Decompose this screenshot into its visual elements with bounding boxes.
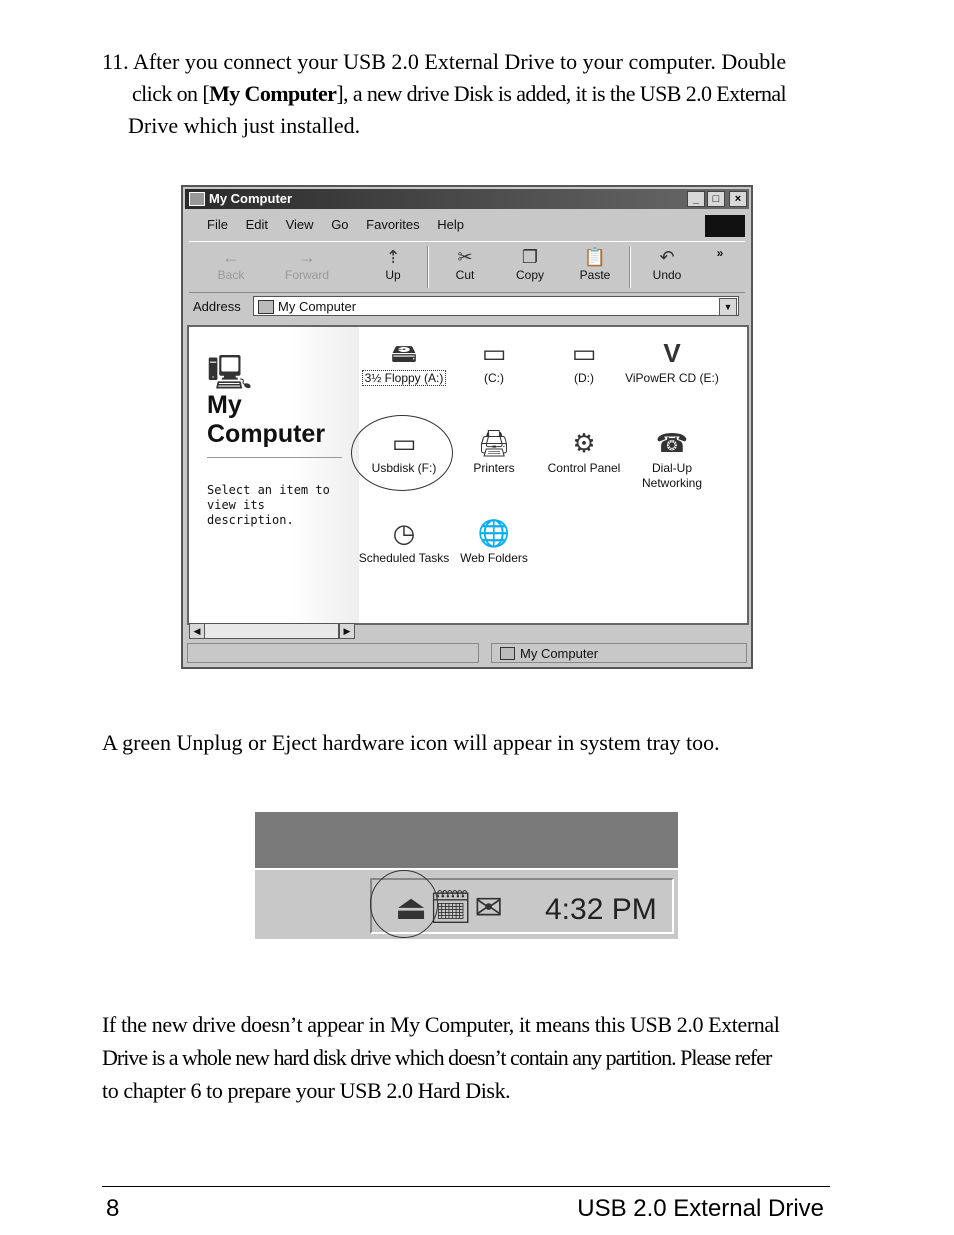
paste-button[interactable] — [567, 246, 623, 282]
undo-button[interactable] — [639, 246, 695, 282]
footer-title: USB 2.0 External Drive — [577, 1195, 824, 1222]
item-label: 3½ Floppy (A:) — [362, 370, 447, 386]
back-label: Back — [217, 268, 245, 282]
computer-icon: 🖳 — [207, 354, 253, 392]
control-panel-folder-icon: ⚙ — [572, 428, 596, 458]
tray-paragraph: A green Unplug or Eject hardware icon will appear in system tray too. — [102, 730, 720, 755]
step-line-2 — [102, 78, 842, 110]
item-label: Scheduled Tasks — [358, 551, 450, 565]
clipboard-icon: 📋 — [583, 247, 607, 267]
printer-folder-icon: 🖨 — [477, 428, 511, 458]
scroll-left-icon[interactable]: ◀ — [189, 623, 205, 639]
minimize-button[interactable]: _ — [687, 191, 705, 207]
scheduled-tasks-folder-icon: ◷ — [392, 518, 416, 548]
address-field[interactable] — [253, 296, 739, 316]
page-number: 8 — [106, 1195, 120, 1222]
back-arrow-icon: ← — [222, 247, 240, 267]
floppy-drive-icon: 🖴 — [390, 338, 418, 368]
hard-drive-icon: ▭ — [481, 338, 507, 368]
dropdown-arrow-icon[interactable]: ▼ — [719, 298, 737, 316]
maximize-button[interactable]: □ — [707, 191, 725, 207]
drive-item-d[interactable] — [537, 335, 631, 386]
item-label: Printers — [473, 461, 515, 475]
forward-button[interactable] — [279, 246, 335, 282]
drive-item-c[interactable] — [447, 335, 541, 386]
folder-view — [187, 325, 749, 625]
panel-title: My Computer — [207, 391, 326, 448]
system-tray-screenshot — [255, 812, 678, 939]
status-text: My Computer — [520, 646, 599, 661]
up-label: Up — [385, 268, 401, 282]
folder-item-scheduled-tasks[interactable] — [357, 515, 451, 566]
scissors-icon: ✂ — [457, 247, 473, 267]
computer-icon — [258, 300, 274, 314]
toolbar-separator — [629, 246, 631, 288]
step-line-1: 11. After you connect your USB 2.0 External Drive to your computer. Double — [102, 49, 787, 74]
step-line-3: Drive which just installed. — [128, 113, 361, 138]
step-line-2-pre: click on [ — [132, 81, 210, 106]
highlight-circle — [351, 415, 453, 491]
more-tools-chevron-icon[interactable]: » — [716, 246, 724, 260]
forward-arrow-icon: → — [298, 247, 316, 267]
copy-label: Copy — [515, 268, 544, 282]
undo-label: Undo — [652, 268, 682, 282]
up-folder-icon: ⇡ — [385, 247, 401, 267]
item-label: Control Panel — [547, 461, 621, 475]
copy-icon: ❐ — [521, 247, 539, 267]
horizontal-scrollbar[interactable] — [189, 623, 359, 639]
forward-label: Forward — [284, 268, 329, 282]
item-label: Usbdisk (F:) — [371, 461, 437, 475]
computer-icon — [500, 647, 515, 660]
highlight-circle — [370, 870, 438, 938]
cut-label: Cut — [455, 268, 475, 282]
scrollbar-track[interactable] — [189, 623, 339, 639]
cd-drive-logo-icon: V — [663, 338, 681, 368]
item-label: (C:) — [484, 371, 504, 385]
menu-bar — [187, 215, 747, 235]
my-computer-window — [181, 185, 753, 669]
step-paragraph — [102, 46, 842, 142]
toolbar — [189, 241, 745, 293]
window-controls — [687, 191, 747, 207]
panel-description: Select an item to view its description. — [207, 483, 330, 527]
item-label: Web Folders — [460, 551, 528, 565]
hard-drive-icon: ▭ — [571, 338, 597, 368]
tray-icons-unplug-eject-icon[interactable]: ⏏🗓✉ — [395, 889, 505, 927]
folder-item-printers[interactable] — [447, 425, 541, 476]
scroll-right-icon[interactable]: ▶ — [339, 623, 355, 639]
note-line-1: If the new drive doesn’t appear in My Computer, it means this USB 2.0 External — [102, 1012, 780, 1037]
note-line-2: Drive is a whole new hard disk drive which doesn’t contain any partition. Please refer — [102, 1045, 772, 1070]
note-paragraph — [102, 1008, 842, 1107]
item-label: ViPowER CD (E:) — [625, 371, 719, 385]
address-label: Address — [193, 299, 241, 314]
drive-item-cd[interactable] — [625, 335, 719, 386]
close-button[interactable]: × — [729, 191, 747, 207]
folder-item-control-panel[interactable] — [537, 425, 631, 476]
item-label: Dial-Up Networking — [641, 461, 703, 490]
copy-button[interactable] — [502, 246, 558, 282]
menu-edit[interactable]: Edit — [245, 217, 268, 232]
toolbar-separator — [427, 246, 429, 288]
menu-help[interactable]: Help — [437, 217, 464, 232]
address-bar — [189, 295, 745, 319]
title-bar[interactable] — [185, 189, 749, 209]
up-button[interactable] — [365, 246, 421, 282]
drive-item-floppy[interactable] — [357, 335, 451, 386]
usb-drive-icon: ▭ — [391, 428, 417, 458]
folder-item-web-folders[interactable] — [447, 515, 541, 566]
dial-up-folder-icon: ☎ — [655, 428, 689, 458]
desktop-strip — [255, 812, 678, 868]
address-value: My Computer — [278, 299, 357, 314]
my-computer-bold: My Computer — [209, 81, 337, 106]
status-pane-left — [187, 643, 479, 663]
step-line-2-post: ], a new drive Disk is added, it is the USB 2.0 External — [336, 81, 787, 106]
undo-icon: ↶ — [659, 247, 675, 267]
status-bar — [187, 643, 747, 663]
menu-file[interactable]: File — [207, 217, 228, 232]
tray-clock[interactable]: 4:32 PM — [545, 893, 657, 926]
windows-flag-icon — [705, 215, 745, 237]
computer-icon — [189, 192, 205, 206]
paste-label: Paste — [579, 268, 611, 282]
item-label: (D:) — [574, 371, 594, 385]
status-pane-right — [491, 643, 747, 663]
footer-rule — [102, 1186, 830, 1187]
menu-favorites[interactable]: Favorites — [366, 217, 420, 232]
cut-button[interactable] — [437, 246, 493, 282]
panel-divider — [207, 457, 342, 458]
menu-go[interactable]: Go — [331, 217, 349, 232]
menu-view[interactable]: View — [285, 217, 314, 232]
note-line-3: to chapter 6 to prepare your USB 2.0 Hard Disk. — [102, 1078, 511, 1103]
folder-item-dial-up[interactable] — [625, 425, 719, 491]
back-button[interactable] — [203, 246, 259, 282]
web-folders-globe-icon: 🌐 — [477, 518, 511, 548]
window-title: My Computer — [209, 191, 293, 206]
web-view-panel — [189, 327, 359, 623]
